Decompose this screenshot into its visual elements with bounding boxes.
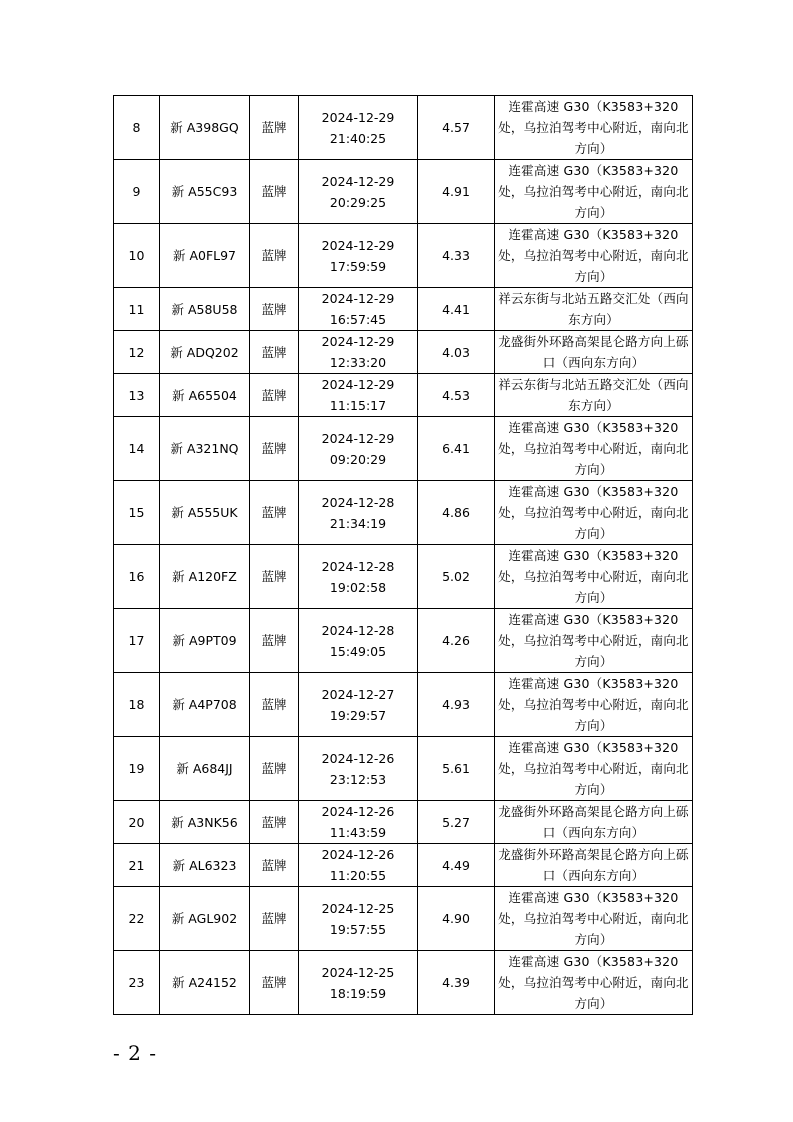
plate-color-cell: 蓝牌	[250, 951, 299, 1015]
time-text: 18:19:59	[329, 985, 387, 1001]
date-text: 2024-12-25	[321, 964, 395, 980]
row-number-cell: 22	[114, 887, 160, 951]
time-text: 16:57:45	[329, 312, 387, 327]
plate-color-cell: 蓝牌	[250, 737, 299, 801]
row-number-cell: 11	[114, 288, 160, 331]
plate-color-cell: 蓝牌	[250, 481, 299, 545]
datetime-cell	[299, 737, 418, 801]
datetime-cell	[299, 374, 418, 417]
location-cell: 连霍高速 G30（K3583+320 处，乌拉泊驾考中心附近，南向北方向）	[495, 417, 693, 481]
table-row	[114, 887, 693, 951]
row-number-cell: 23	[114, 951, 160, 1015]
date-text: 2024-12-29	[321, 377, 395, 392]
row-number-cell: 12	[114, 331, 160, 374]
plate-number-cell: 新 A555UK	[160, 481, 250, 545]
time-text: 15:49:05	[329, 643, 387, 659]
date-text: 2024-12-25	[321, 900, 395, 916]
datetime-cell	[299, 96, 418, 160]
row-number-cell: 16	[114, 545, 160, 609]
time-text: 11:15:17	[329, 398, 387, 413]
time-text: 19:29:57	[329, 707, 387, 723]
plate-number-cell: 新 A0FL97	[160, 224, 250, 288]
date-text: 2024-12-26	[321, 804, 395, 819]
table-row	[114, 844, 693, 887]
location-cell: 龙盛街外环路高架昆仑路方向上砾口（西向东方向）	[495, 331, 693, 374]
datetime-cell	[299, 224, 418, 288]
plate-color-cell: 蓝牌	[250, 417, 299, 481]
location-cell: 连霍高速 G30（K3583+320 处，乌拉泊驾考中心附近，南向北方向）	[495, 160, 693, 224]
plate-color-cell: 蓝牌	[250, 288, 299, 331]
table-row	[114, 96, 693, 160]
row-number-cell: 14	[114, 417, 160, 481]
date-text: 2024-12-27	[321, 686, 395, 702]
row-number-cell: 15	[114, 481, 160, 545]
plate-number-cell: 新 A55C93	[160, 160, 250, 224]
datetime-cell	[299, 609, 418, 673]
plate-number-cell: 新 A4P708	[160, 673, 250, 737]
location-cell: 连霍高速 G30（K3583+320 处，乌拉泊驾考中心附近，南向北方向）	[495, 609, 693, 673]
value-cell: 4.90	[418, 887, 495, 951]
plate-color-cell: 蓝牌	[250, 844, 299, 887]
value-cell: 4.86	[418, 481, 495, 545]
date-text: 2024-12-29	[321, 173, 395, 189]
plate-color-cell: 蓝牌	[250, 331, 299, 374]
location-cell: 连霍高速 G30（K3583+320 处，乌拉泊驾考中心附近，南向北方向）	[495, 224, 693, 288]
time-text: 17:59:59	[329, 258, 387, 274]
row-number-cell: 9	[114, 160, 160, 224]
location-cell: 祥云东街与北站五路交汇处（西向东方向）	[495, 374, 693, 417]
plate-number-cell: 新 A9PT09	[160, 609, 250, 673]
row-number-cell: 20	[114, 801, 160, 844]
location-cell: 连霍高速 G30（K3583+320 处，乌拉泊驾考中心附近，南向北方向）	[495, 951, 693, 1015]
time-text: 19:02:58	[329, 579, 387, 595]
datetime-cell	[299, 844, 418, 887]
datetime-cell	[299, 887, 418, 951]
plate-number-cell: 新 A120FZ	[160, 545, 250, 609]
plate-number-cell: 新 A398GQ	[160, 96, 250, 160]
plate-color-cell: 蓝牌	[250, 887, 299, 951]
time-text: 09:20:29	[329, 451, 387, 467]
location-cell: 龙盛街外环路高架昆仑路方向上砾口（西向东方向）	[495, 801, 693, 844]
time-text: 11:43:59	[329, 825, 387, 840]
location-cell: 连霍高速 G30（K3583+320 处，乌拉泊驾考中心附近，南向北方向）	[495, 481, 693, 545]
time-text: 21:34:19	[329, 515, 387, 531]
location-cell: 祥云东街与北站五路交汇处（西向东方向）	[495, 288, 693, 331]
datetime-cell	[299, 545, 418, 609]
date-text: 2024-12-28	[321, 622, 395, 638]
plate-color-cell: 蓝牌	[250, 673, 299, 737]
table-row	[114, 224, 693, 288]
time-text: 21:40:25	[329, 130, 387, 146]
date-text: 2024-12-29	[321, 237, 395, 253]
plate-color-cell: 蓝牌	[250, 374, 299, 417]
datetime-cell	[299, 801, 418, 844]
time-text: 20:29:25	[329, 194, 387, 210]
plate-color-cell: 蓝牌	[250, 801, 299, 844]
records-table-body	[114, 96, 693, 1015]
records-table	[113, 95, 693, 1015]
table-row	[114, 481, 693, 545]
plate-number-cell: 新 A3NK56	[160, 801, 250, 844]
row-number-cell: 21	[114, 844, 160, 887]
datetime-cell	[299, 673, 418, 737]
time-text: 11:20:55	[329, 868, 387, 883]
value-cell: 4.41	[418, 288, 495, 331]
table-row	[114, 160, 693, 224]
location-cell: 连霍高速 G30（K3583+320 处，乌拉泊驾考中心附近，南向北方向）	[495, 96, 693, 160]
date-text: 2024-12-28	[321, 558, 395, 574]
table-row	[114, 951, 693, 1015]
plate-color-cell: 蓝牌	[250, 545, 299, 609]
table-row	[114, 801, 693, 844]
date-text: 2024-12-28	[321, 494, 395, 510]
value-cell: 4.03	[418, 331, 495, 374]
row-number-cell: 13	[114, 374, 160, 417]
plate-number-cell: 新 AGL902	[160, 887, 250, 951]
row-number-cell: 10	[114, 224, 160, 288]
table-row	[114, 609, 693, 673]
date-text: 2024-12-26	[321, 750, 395, 766]
time-text: 19:57:55	[329, 921, 387, 937]
location-cell: 龙盛街外环路高架昆仑路方向上砾口（西向东方向）	[495, 844, 693, 887]
value-cell: 5.61	[418, 737, 495, 801]
location-cell: 连霍高速 G30（K3583+320 处，乌拉泊驾考中心附近，南向北方向）	[495, 673, 693, 737]
table-row	[114, 737, 693, 801]
plate-number-cell: 新 A684JJ	[160, 737, 250, 801]
value-cell: 5.27	[418, 801, 495, 844]
datetime-cell	[299, 951, 418, 1015]
table-row	[114, 673, 693, 737]
value-cell: 4.53	[418, 374, 495, 417]
location-cell: 连霍高速 G30（K3583+320 处，乌拉泊驾考中心附近，南向北方向）	[495, 545, 693, 609]
plate-number-cell: 新 AL6323	[160, 844, 250, 887]
plate-number-cell: 新 A24152	[160, 951, 250, 1015]
time-text: 23:12:53	[329, 771, 387, 787]
value-cell: 4.33	[418, 224, 495, 288]
plate-number-cell: 新 A58U58	[160, 288, 250, 331]
date-text: 2024-12-29	[321, 291, 395, 306]
date-text: 2024-12-29	[321, 109, 395, 125]
value-cell: 4.39	[418, 951, 495, 1015]
datetime-cell	[299, 288, 418, 331]
table-row	[114, 288, 693, 331]
time-text: 12:33:20	[329, 355, 387, 370]
datetime-cell	[299, 481, 418, 545]
table-row	[114, 417, 693, 481]
row-number-cell: 19	[114, 737, 160, 801]
page-number: - 2 -	[113, 1041, 157, 1065]
datetime-cell	[299, 417, 418, 481]
location-cell: 连霍高速 G30（K3583+320 处，乌拉泊驾考中心附近，南向北方向）	[495, 887, 693, 951]
datetime-cell	[299, 160, 418, 224]
value-cell: 4.49	[418, 844, 495, 887]
table-row	[114, 545, 693, 609]
value-cell: 4.26	[418, 609, 495, 673]
location-cell: 连霍高速 G30（K3583+320 处，乌拉泊驾考中心附近，南向北方向）	[495, 737, 693, 801]
row-number-cell: 8	[114, 96, 160, 160]
plate-color-cell: 蓝牌	[250, 96, 299, 160]
table-row	[114, 331, 693, 374]
row-number-cell: 17	[114, 609, 160, 673]
value-cell: 6.41	[418, 417, 495, 481]
plate-color-cell: 蓝牌	[250, 609, 299, 673]
value-cell: 5.02	[418, 545, 495, 609]
value-cell: 4.91	[418, 160, 495, 224]
row-number-cell: 18	[114, 673, 160, 737]
date-text: 2024-12-29	[321, 430, 395, 446]
datetime-cell	[299, 331, 418, 374]
value-cell: 4.93	[418, 673, 495, 737]
plate-number-cell: 新 A321NQ	[160, 417, 250, 481]
plate-number-cell: 新 A65504	[160, 374, 250, 417]
table-row	[114, 374, 693, 417]
date-text: 2024-12-26	[321, 847, 395, 862]
plate-color-cell: 蓝牌	[250, 224, 299, 288]
date-text: 2024-12-29	[321, 334, 395, 349]
value-cell: 4.57	[418, 96, 495, 160]
plate-number-cell: 新 ADQ202	[160, 331, 250, 374]
plate-color-cell: 蓝牌	[250, 160, 299, 224]
